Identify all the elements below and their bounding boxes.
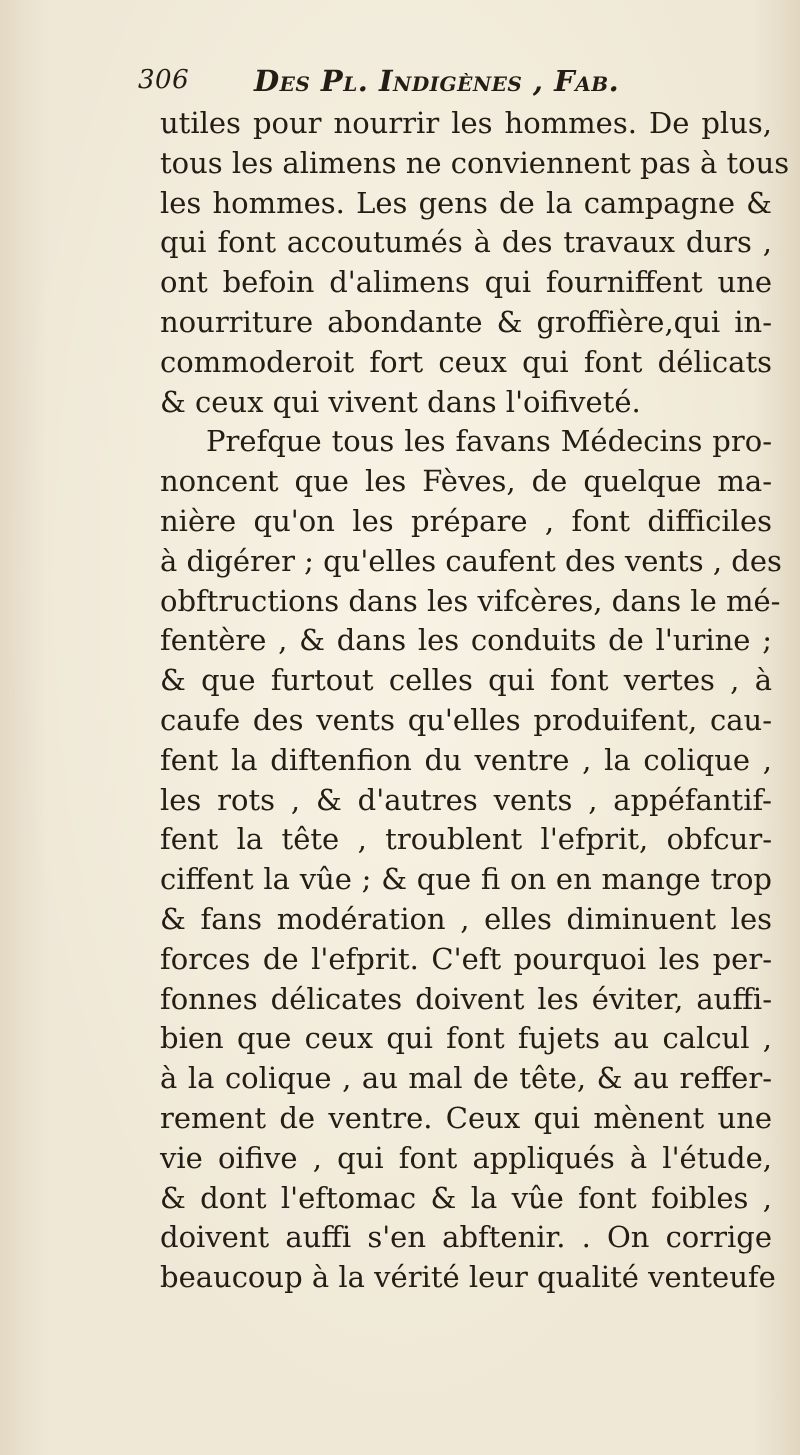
text-line: fentère , & dans les conduits de l'urine ;: [160, 623, 772, 658]
text-line: les hommes. Les gens de la campagne &: [160, 185, 772, 220]
paragraph-first-line: Prefque tous les favans Médecins pro-: [206, 424, 772, 459]
text-line: & ceux qui vivent dans l'oifiveté.: [160, 384, 641, 419]
text-line: forces de l'efprit. C'eft pourquoi les per-: [160, 941, 772, 976]
text-line: utiles pour nourrir les hommes. De plus,: [160, 106, 772, 140]
text-line: noncent que les Fèves, de quelque ma-: [160, 464, 772, 499]
text-line: doivent auffi s'en abftenir. . On corrige: [160, 1220, 772, 1255]
text-line: à la colique , au mal de tête, & au reffer-: [160, 1061, 772, 1096]
text-line: fonnes délicates doivent les éviter, auffi-: [160, 981, 772, 1016]
text-line: beaucoup à la vérité leur qualité venteufe: [160, 1260, 776, 1295]
text-line: fent la tête , troublent l'efprit, obfcur-: [160, 822, 772, 857]
text-line: qui font accoutumés à des travaux durs ,: [160, 225, 772, 260]
page-number: 306: [138, 65, 190, 95]
text-line: fent la diftenfion du ventre , la colique ,: [160, 742, 772, 777]
text-line: ont befoin d'alimens qui fourniffent une: [160, 265, 772, 300]
text-line: les rots , & d'autres vents , appéfantif-: [160, 782, 772, 817]
text-line: rement de ventre. Ceux qui mènent une: [160, 1100, 772, 1135]
text-line: nière qu'on les prépare , font difficiles: [160, 503, 772, 538]
text-line: obftructions dans les vifcères, dans le mé-: [160, 583, 781, 618]
text-line: commoderoit fort ceux qui font délicats: [160, 344, 772, 379]
text-line: & dont l'eftomac & la vûe font foibles ,: [160, 1180, 772, 1215]
text-line: bien que ceux qui font fujets au calcul ,: [160, 1021, 772, 1056]
text-line: vie oifive , qui font appliqués à l'étude,: [160, 1140, 772, 1175]
page-header: [138, 64, 778, 100]
text-line: ciffent la vûe ; & que fi on en mange trop: [160, 862, 772, 897]
body-text: [160, 104, 790, 1298]
text-line: & que furtout celles qui font vertes , à: [160, 663, 772, 698]
running-title: Des Pl. Indigènes , Fab.: [254, 64, 620, 98]
text-line: nourriture abondante & groffière,qui in-: [160, 304, 772, 339]
text-line: caufe des vents qu'elles produifent, cau-: [160, 702, 772, 737]
text-line: à digérer ; qu'elles caufent des vents , des: [160, 543, 782, 578]
text-line: tous les alimens ne conviennent pas à tous: [160, 145, 790, 180]
text-line: & fans modération , elles diminuent les: [160, 901, 772, 936]
